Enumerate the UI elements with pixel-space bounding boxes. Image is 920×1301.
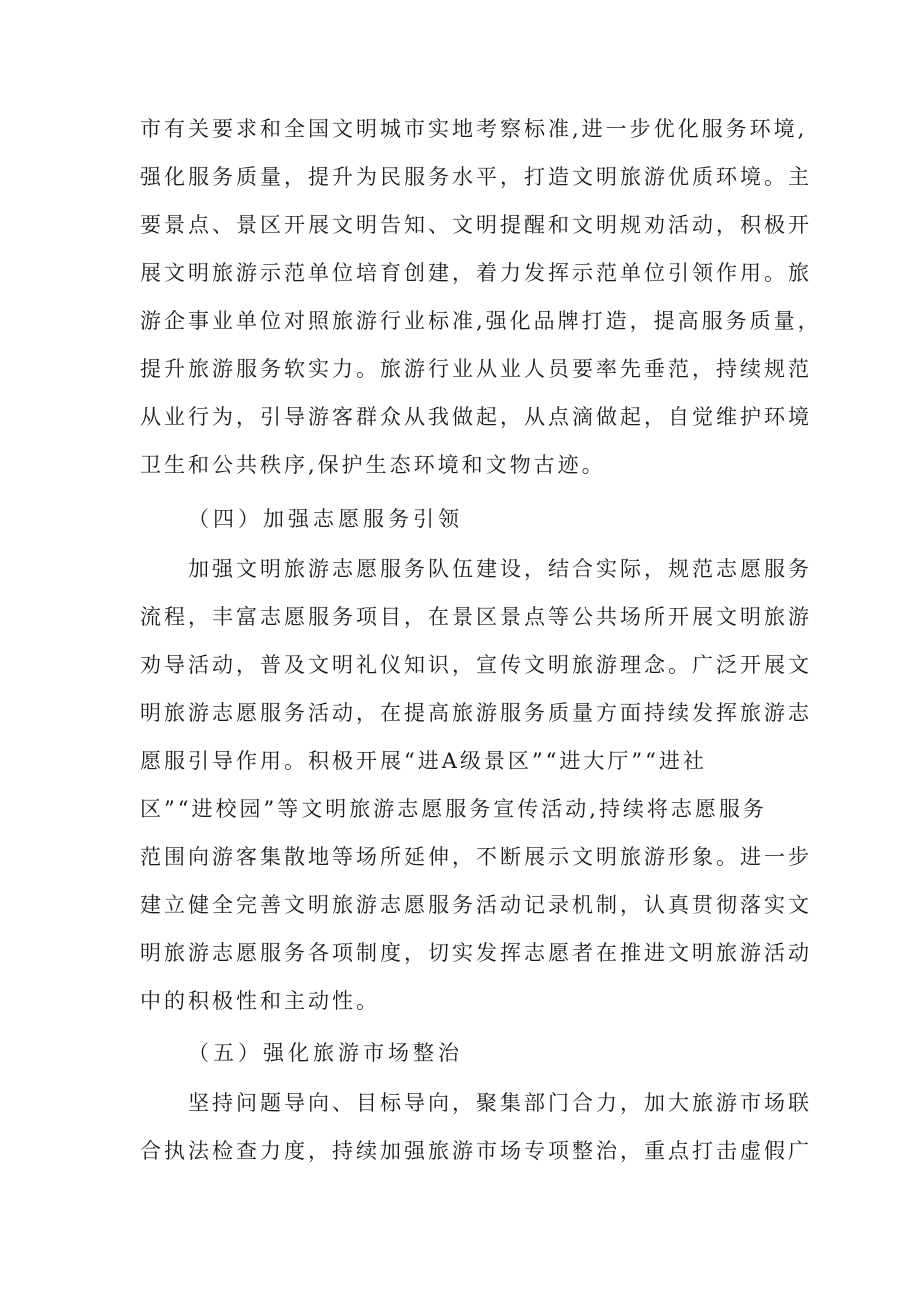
paragraph-line: 从业行为，引导游客群众从我做起，从点滴做起，自觉维护环境 — [140, 405, 812, 429]
paragraph-line: 愿服引导作用。积极开展“进A级景区”“进大厅”“进社 — [140, 749, 707, 773]
paragraph-line: 加强文明旅游志愿服务队伍建设，结合实际，规范志愿服务 — [188, 557, 812, 581]
paragraph-line: 提升旅游服务软实力。旅游行业从业人员要率先垂范，持续规范 — [140, 357, 812, 381]
paragraph-line: 劝导活动，普及文明礼仪知识，宣传文明旅游理念。广泛开展文 — [140, 653, 812, 677]
paragraph-line: 卫生和公共秩序,保护生态环境和文物古迹。 — [140, 453, 606, 477]
paragraph-line: 建立健全完善文明旅游志愿服务活动记录机制，认真贯彻落实文 — [140, 893, 812, 917]
paragraph-line: 中的积极性和主动性。 — [140, 989, 380, 1013]
paragraph-line: 要景点、景区开展文明告知、文明提醒和文明规劝活动，积极开 — [140, 213, 812, 237]
paragraph-line: 市有关要求和全国文明城市实地考察标准,进一步优化服务环境, — [140, 117, 808, 141]
paragraph-line: 范围向游客集散地等场所延伸，不断展示文明旅游形象。进一步 — [140, 845, 812, 869]
paragraph-line: 游企事业单位对照旅游行业标准,强化品牌打造，提高服务质量， — [140, 309, 822, 333]
paragraph-line: 流程，丰富志愿服务项目，在景区景点等公共场所开展文明旅游 — [140, 605, 812, 629]
section-heading: （四）加强志愿服务引领 — [188, 507, 463, 531]
paragraph-line: 坚持问题导向、目标导向，聚集部门合力，加大旅游市场联 — [188, 1091, 812, 1115]
paragraph-line: 明旅游志愿服务活动，在提高旅游服务质量方面持续发挥旅游志 — [140, 701, 812, 725]
paragraph-line: 展文明旅游示范单位培育创建，着力发挥示范单位引领作用。旅 — [140, 261, 812, 285]
paragraph-line: 明旅游志愿服务各项制度，切实发挥志愿者在推进文明旅游活动 — [140, 941, 812, 965]
section-heading: （五）强化旅游市场整治 — [188, 1041, 463, 1065]
paragraph-line: 区”“进校园”等文明旅游志愿服务宣传活动,持续将志愿服务 — [140, 797, 767, 821]
paragraph-line: 强化服务质量，提升为民服务水平，打造文明旅游优质环境。主 — [140, 165, 812, 189]
paragraph-line: 合执法检查力度，持续加强旅游市场专项整治，重点打击虚假广 — [140, 1139, 812, 1163]
